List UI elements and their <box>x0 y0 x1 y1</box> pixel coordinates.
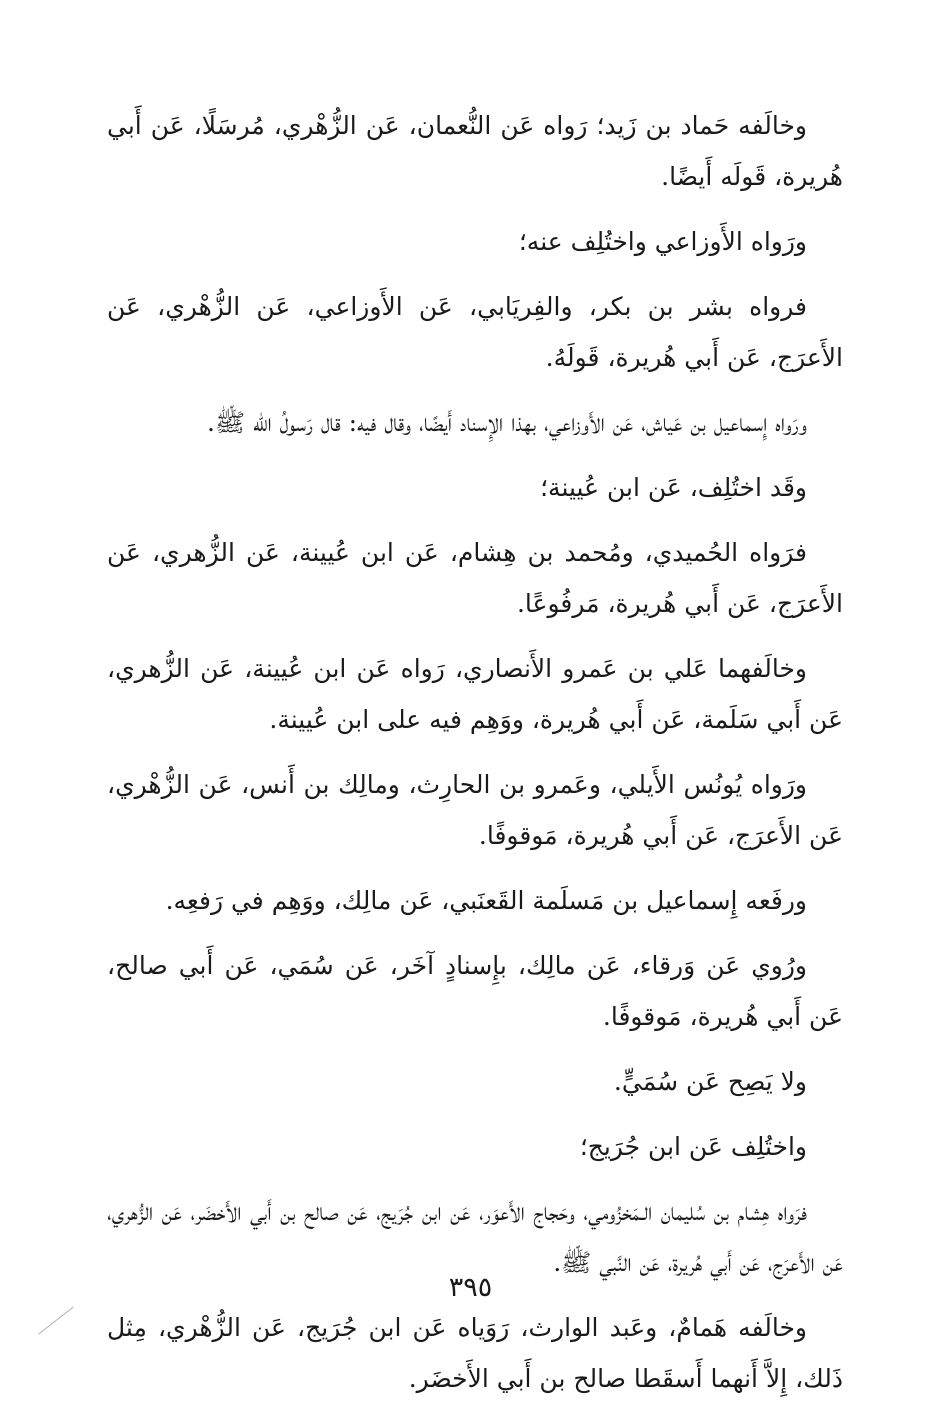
paragraph: فرواه بشر بن بكر، والفِريَابي، عَن الأَوزاعي، عَن الزُّهْري، عَن الأَعرَج، عَن أَبي هُريرة، قَولَهُ. <box>107 292 843 372</box>
paragraph: ولا يَصِح عَن سُمَيٍّ. <box>613 1067 807 1096</box>
paragraph: ورَواه إِسماعيل بن عَياش، عَن الأَوزاعي، بهذا الإِسناد أَيضًا، وقال فيه: قال رَسولُ الله ﷺ. <box>206 408 807 437</box>
paragraph: وخالَفه هَمامٌ، وعَبد الوارث، رَوَياه عَن ابن جُرَيج، عَن الزُّهْري، مِثل ذَلك، إِلاَّ أَنهما أَسقَطا صالح بن أَبي الأَخضَر. <box>107 1313 843 1393</box>
paragraph: وقَد اختُلِف، عَن ابن عُيينة؛ <box>540 473 807 502</box>
paragraph: واختُلِف عَن ابن جُرَيج؛ <box>579 1132 807 1161</box>
paragraph: وخالَفه حَماد بن زَيد؛ رَواه عَن النُّعمان، عَن الزُّهْري، مُرسَلًا، عَن أَبي هُريرة، قَولَه أَيضًا. <box>107 111 843 191</box>
paragraph: ورَواه يُونُس الأَيلي، وعَمرو بن الحارِث، ومالِك بن أَنس، عَن الزُّهْري، عَن الأَعرَج، عَن أَبي هُريرة، مَوقوفًا. <box>107 770 843 850</box>
paragraph: ورُوي عَن وَرقاء، عَن مالِك، بإِسنادٍ آخَر، عَن سُمَي، عَن أَبي صالح، عَن أَبي هُريرة، مَوقوفًا. <box>107 951 843 1031</box>
page-body <box>107 100 843 1418</box>
paragraph: ورَواه الأَوزاعي واختُلِف عنه؛ <box>518 227 807 256</box>
paragraph: وخالَفهما عَلي بن عَمرو الأَنصاري، رَواه عَن ابن عُيينة، عَن الزُّهري، عَن أَبي سَلَمة، عَن أَبي هُريرة، ووَهِم فيه على ابن عُيينة. <box>107 654 843 734</box>
paragraph: فرَواه الحُميدي، ومُحمد بن هِشام، عَن ابن عُيينة، عَن الزُّهري، عَن الأَعرَج، عَن أَبي هُريرة، مَرفُوعًا. <box>107 538 843 618</box>
paragraph: فرَواه هِشام بن سُليمان الـمَخزُومي، وحَجاج الأَعوَر، عَن ابن جُرَيج، عَن صالح بن أَبي الأَخضَر، عَن الزُّهري، عَن الأَعرَج، عَن أَبي هُريرة، عَن النَّبي ﷺ. <box>107 1197 843 1277</box>
scan-mark-line <box>38 1307 73 1335</box>
paragraph: ورفَعه إِسماعيل بن مَسلَمة القَعنَبي، عَن مالِك، ووَهِم في رَفعِه. <box>165 886 807 915</box>
page-number: ٣٩٥ <box>448 1272 493 1303</box>
